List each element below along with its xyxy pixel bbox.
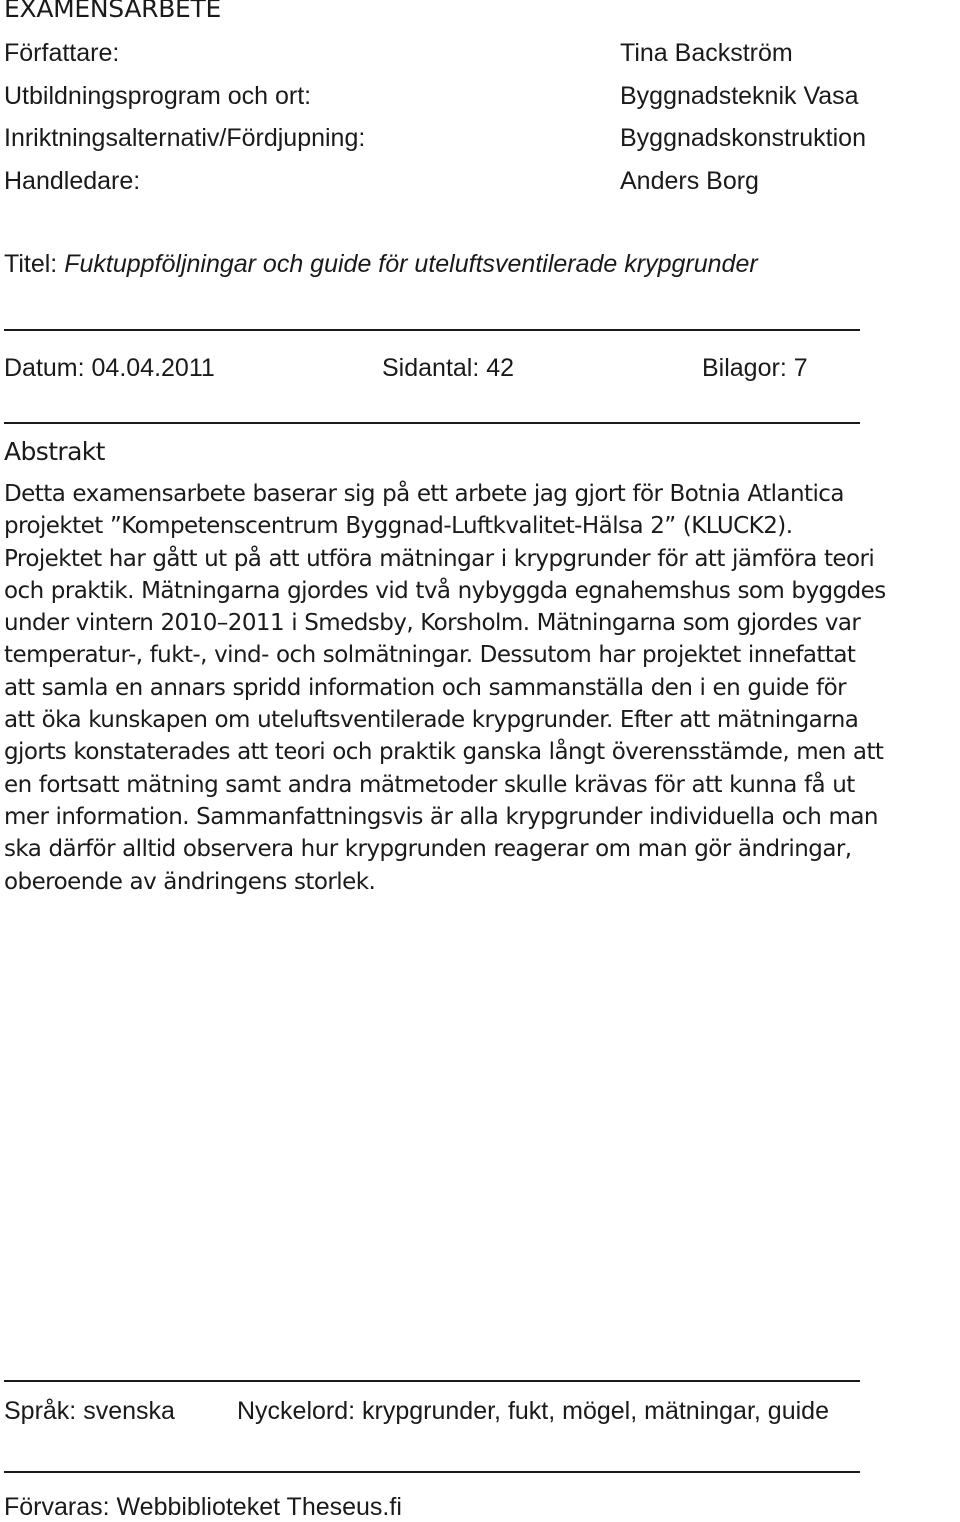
- date-field: Datum: 04.04.2011: [4, 354, 215, 382]
- abstract-line: oberoende av ändringens storlek.: [4, 868, 376, 895]
- program-value: Byggnadsteknik Vasa: [620, 82, 859, 110]
- abstract-line: Projektet har gått ut på att utföra mätningar i krypgrunder för att jämföra teori: [4, 545, 875, 572]
- divider-info: [4, 422, 860, 424]
- thesis-title-label: Titel:: [4, 250, 65, 278]
- abstract-line: att samla en annars spridd information och sammanställa den i en guide för: [4, 674, 847, 701]
- abstract-line: ska därför alltid observera hur krypgrunden reagerar om man gör ändringar,: [4, 836, 852, 863]
- abstract-body: [4, 478, 960, 898]
- attachments-field: Bilagor: 7: [702, 354, 808, 382]
- thesis-title-value: Fuktuppföljningar och guide för uteluftsventilerade krypgrunder: [64, 250, 758, 278]
- program-label: Utbildningsprogram och ort:: [4, 82, 312, 110]
- archive-field: Förvaras: Webbiblioteket Theseus.fi: [4, 1493, 402, 1521]
- author-label: Författare:: [4, 39, 120, 67]
- page-count-field: Sidantal: 42: [382, 354, 515, 382]
- thesis-title: [4, 249, 758, 279]
- specialization-label: Inriktningsalternativ/Fördjupning:: [4, 124, 366, 152]
- abstract-heading: Abstrakt: [4, 437, 105, 466]
- supervisor-label: Handledare:: [4, 167, 141, 195]
- divider-bottom: [4, 1471, 860, 1473]
- abstract-line: mer information. Sammanfattningsvis är alla krypgrunder individuella och man: [4, 803, 878, 830]
- abstract-line: projektet ”Kompetenscentrum Byggnad-Luftkvalitet-Hälsa 2” (KLUCK2).: [4, 513, 793, 540]
- abstract-line: att öka kunskapen om uteluftsventilerade krypgrunder. Efter att mätningarna: [4, 707, 859, 734]
- abstract-line: Detta examensarbete baserar sig på ett arbete jag gjort för Botnia Atlantica: [4, 481, 844, 507]
- language-field: Språk: svenska: [4, 1397, 175, 1425]
- abstract-line: under vintern 2010–2011 i Smedsby, Korsholm. Mätningarna som gjordes var: [4, 610, 861, 637]
- supervisor-value: Anders Borg: [620, 167, 759, 195]
- keywords-field: Nyckelord: krypgrunder, fukt, mögel, mätningar, guide: [237, 1397, 829, 1425]
- divider-footer: [4, 1380, 860, 1382]
- abstract-line: en fortsatt mätning samt andra mätmetoder skulle krävas för att kunna få ut: [4, 771, 855, 798]
- author-value: Tina Backström: [620, 39, 793, 67]
- divider-top: [4, 329, 860, 331]
- abstract-line: temperatur-, fukt-, vind- och solmätningar. Dessutom har projektet innefattat: [4, 642, 856, 669]
- document-heading: EXAMENSARBETE: [4, 0, 222, 23]
- abstract-line: och praktik. Mätningarna gjordes vid två nybyggda egnahemshus som byggdes: [4, 577, 886, 604]
- specialization-value: Byggnadskonstruktion: [620, 124, 866, 152]
- abstract-line: gjorts konstaterades att teori och praktik ganska långt överensstämde, men att: [4, 739, 884, 766]
